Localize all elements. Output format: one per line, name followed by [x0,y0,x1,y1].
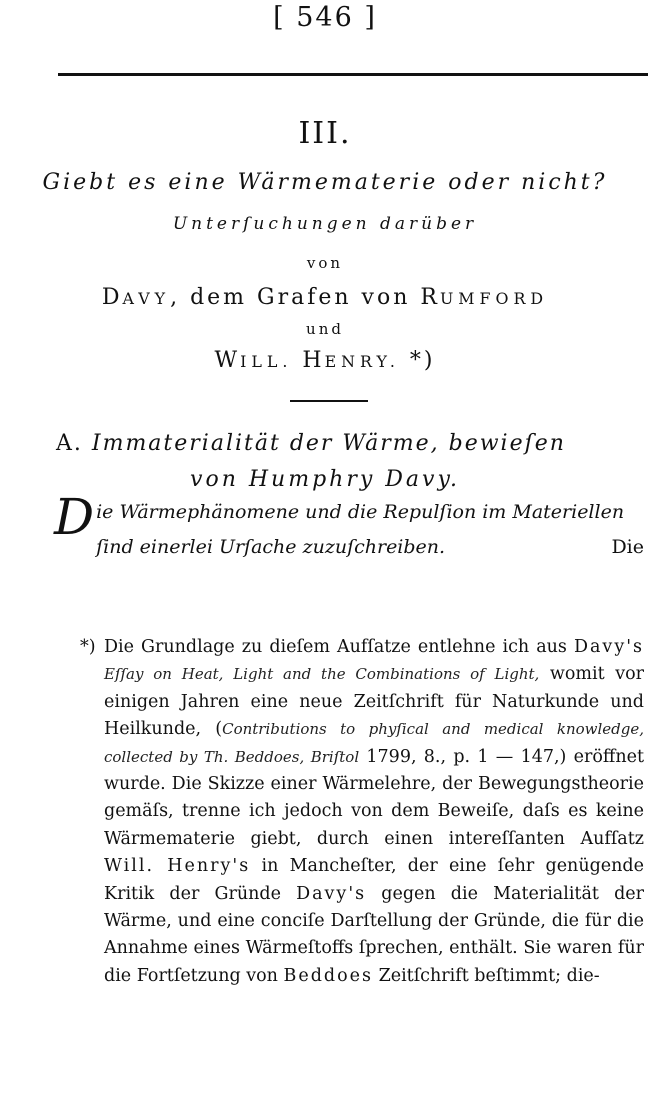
page-number: [ 546 ] [273,2,377,33]
footnote-text: womit vor einigen Jahren eine neue Zeitſchrift für Naturkunde und Heilkunde, ( [104,664,644,740]
author-henry-rest: ENRY. [324,352,400,371]
body-text: ie Wärmephänomene und die Repulſion im Materiellen ſind einerlei Urſache zuzuſchreiben. [96,501,625,558]
footnote-name-beddoes: Beddoes [283,965,373,986]
footnote-text: 1799, 8., p. 1 — 147,) eröffnet wurde. Die Skizze einer Wärmelehre, der Bewegungstheorie gemäſs, trenne ich jedoch von dem Beweiſe, daſs es keine Wärmematerie giebt, durch einen intereſſanten Aufſatz [104,746,644,849]
footnote-text: Die Grundlage zu dieſem Aufſatze entlehne ich aus [104,637,574,657]
footnote-work-title: Eſſay on Heat, Light and the Combinations of Light, [104,665,540,684]
authors-line-2 [0,348,650,373]
section-title-line-2: von Humphry Davy. [190,467,460,492]
article-title: Giebt es eine Wärmematerie oder nicht? [42,170,608,195]
footnote-text: Zeitſchrift beſtimmt; die- [373,965,600,986]
authors-line-1 [0,285,650,310]
footnote-name-henry: Will. Henry's [104,856,251,877]
byline-von: von [306,254,344,272]
article-subtitle: Unterſuchungen darüber [172,214,478,234]
header-rule [58,73,648,76]
footnote-name-davy: Davy's [296,883,367,904]
author-davy-rest: AVY [122,289,171,308]
drop-cap: D [54,488,95,546]
body-paragraph [54,488,644,565]
section-title-line-1: Immaterialität der Wärme, bewieſen [91,431,566,456]
footnote-text: gegen die Materialität der Wärme, und eine conciſe Darſtellung der Gründe, die für die Annahme eines Wärmeſtoffs ſprechen, enthält. Sie waren für die Fortſetzung von [104,883,644,986]
footnote-text: in Mancheſter, der eine ſehr genügende Kritik der Gründe [104,856,644,904]
footnote [80,634,644,990]
author-rumford-rest: UMFORD [439,289,549,308]
author-henry-initial: H [292,348,325,373]
footnote-reference: *) [399,348,436,373]
section-label: A. [56,431,83,456]
author-davy-initial: D [101,285,123,310]
footnote-name-davy: Davy's [573,637,644,657]
author-will-initial: W [214,348,241,373]
chapter-number: III. [298,116,352,151]
author-will-rest: ILL. [240,352,293,371]
section-heading [56,433,646,455]
body-text-trail: Die [611,536,644,558]
footnote-citation: Contributions to phyſical and medical knowledge, collected by Th. Beddoes, Briſtol [104,720,644,766]
footnote-marker: *) [80,637,96,657]
byline-und: und [306,320,344,338]
author-joiner: , dem Grafen von R [170,285,440,310]
section-divider [290,400,368,402]
